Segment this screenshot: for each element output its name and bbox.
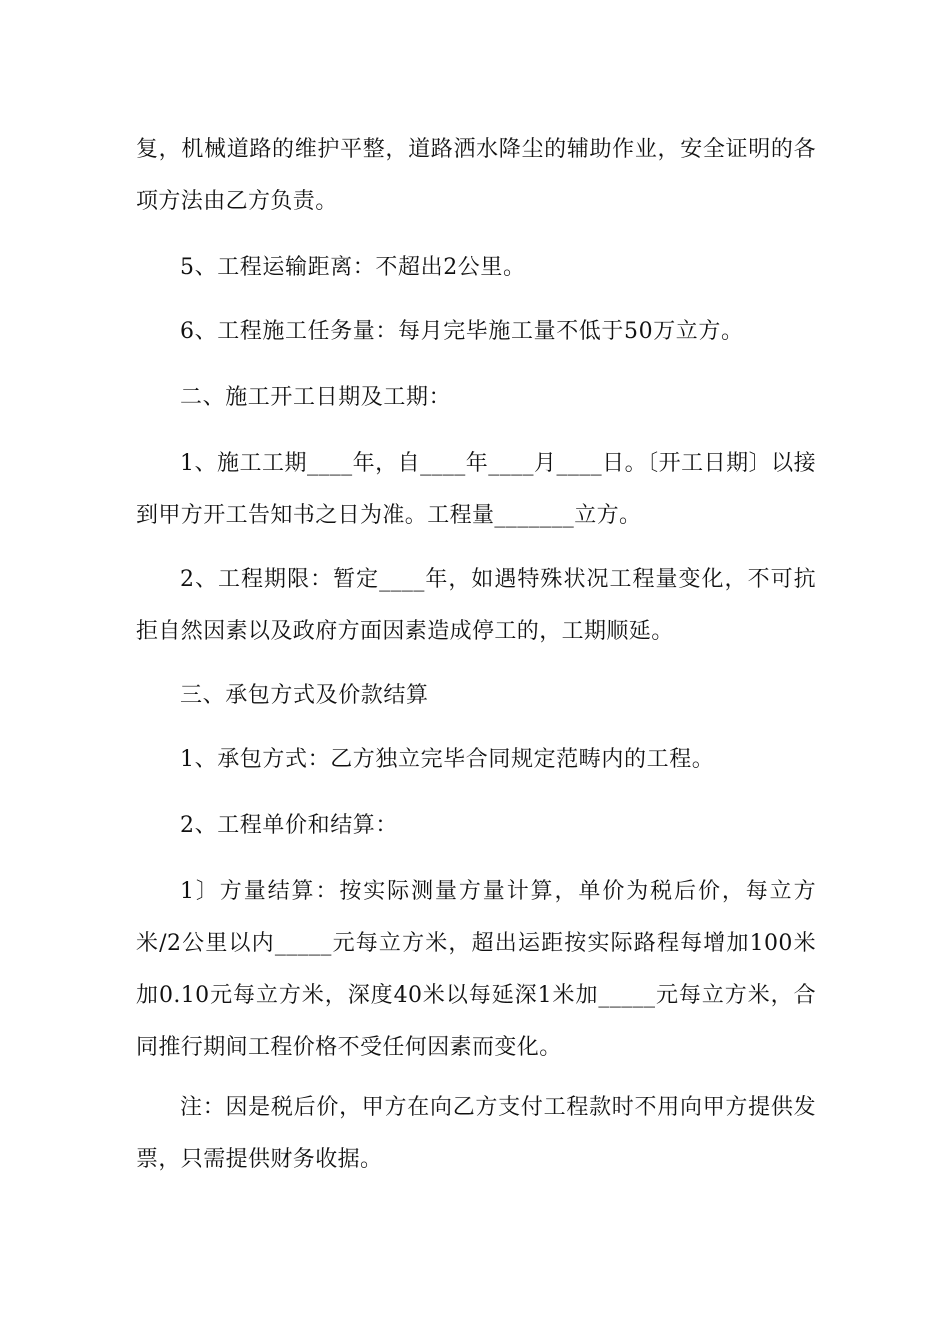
- paragraph-task-volume: 6、工程施工任务量：每月完毕施工量不低于50万立方。: [180, 319, 744, 344]
- paragraph-note: 注：因是税后价，甲方在向乙方支付工程款时不用向甲方提供发票，只需提供财务收据。: [136, 1095, 816, 1172]
- paragraph-continuation: 复，机械道路的维护平整，道路洒水降尘的辅助作业，安全证明的各项方法由乙方负责。: [136, 137, 816, 214]
- section-heading-schedule: 二、施工开工日期及工期：: [180, 385, 452, 410]
- paragraph-contract-method: 1、承包方式：乙方独立完毕合同规定范畴内的工程。: [180, 747, 715, 772]
- section-heading-contract-payment: 三、承包方式及价款结算: [180, 683, 429, 708]
- paragraph-transport-distance: 5、工程运输距离：不超出2公里。: [180, 255, 526, 280]
- paragraph-construction-period: 1、施工工期____年，自____年____月____日。〔开工日期〕以接到甲方开工告知书之日为准。工程量_______立方。: [136, 451, 816, 528]
- paragraph-volume-settlement: 1〕方量结算：按实际测量方量计算，单价为税后价，每立方米/2公里以内_____元每立方米，超出运距按实际路程每增加100米加0.10元每立方米，深度40米以每延深1米加_____元每立方米，合同推行期间工程价格不受任何因素而变化。: [136, 879, 816, 1060]
- paragraph-unit-price-heading: 2、工程单价和结算：: [180, 813, 398, 838]
- paragraph-project-term: 2、工程期限：暂定____年，如遇特殊状况工程量变化，不可抗拒自然因素以及政府方面因素造成停工的，工期顺延。: [136, 567, 816, 644]
